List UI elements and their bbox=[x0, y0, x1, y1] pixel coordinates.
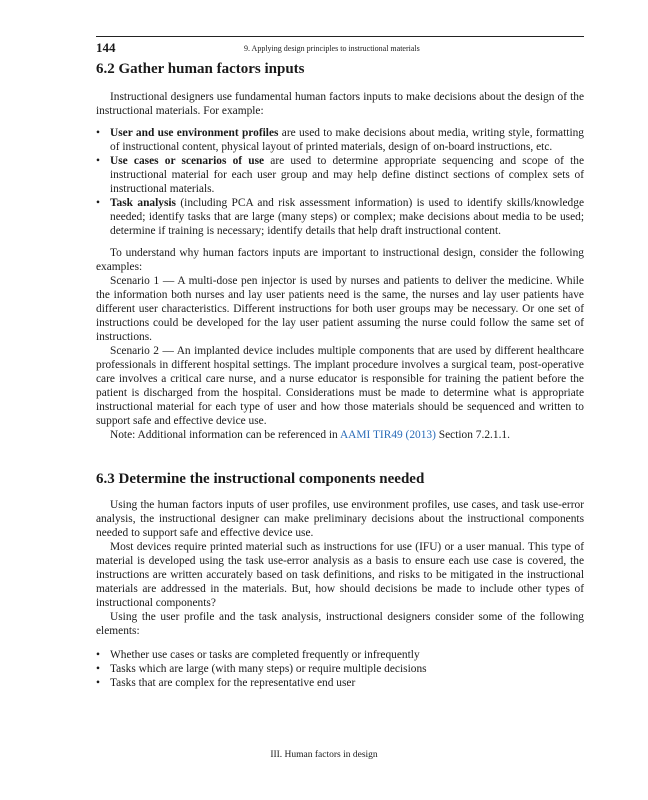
scenario-1-paragraph: Scenario 1 — A multi-dose pen injector is used by nurses and patients to deliver the medicine. While the information both nurses and lay user patients need is the same, the nurses and lay user patients have different user characteristics. Different instructions for both user groups may be necessary. Or one set of instructions could be developed for the lay user patient assuming the nurse could follow the same set of instructions. bbox=[96, 275, 584, 343]
bullet-term: Task analysis bbox=[110, 197, 176, 209]
inputs-bullet-list bbox=[96, 126, 584, 238]
intro-paragraph: Instructional designers use fundamental human factors inputs to make decisions about the design of the instructional materials. For example: bbox=[96, 91, 584, 117]
bullet-text: (including PCA and risk assessment information) is used to identify skills/knowledge needed; identify tasks that are large (many steps) or complex; make decisions about media to be used; determine if training is necessary; identify details that help draft instructional content. bbox=[110, 197, 585, 237]
bullet-term: User and use environment profiles bbox=[110, 127, 279, 139]
components-paragraph-2: Most devices require printed material such as instructions for use (IFU) or a user manual. This type of material is developed using the task use-error analysis as a basis to ensure each use case is covered, the instructions are written accurately based on task definitions, and risks to be mitigated in the instructional materials are addressed in the materials. But, how should decisions be made to include other types of instructional components? bbox=[96, 541, 584, 609]
bullet-icon: • bbox=[96, 127, 100, 139]
elements-bullet-list bbox=[96, 648, 584, 690]
page-number: 144 bbox=[96, 40, 116, 55]
page-footer: III. Human factors in design bbox=[270, 750, 378, 760]
bullet-icon: • bbox=[96, 649, 100, 661]
running-title: 9. Applying design principles to instructional materials bbox=[244, 44, 420, 53]
page-header bbox=[96, 36, 584, 57]
examples-paragraph: To understand why human factors inputs are important to instructional design, consider the following examples: bbox=[96, 247, 584, 273]
bullet-icon: • bbox=[96, 197, 100, 209]
bullet-icon: • bbox=[96, 155, 100, 167]
bullet-icon: • bbox=[96, 663, 100, 675]
section-heading-6-3: 6.3 Determine the instructional components needed bbox=[96, 471, 425, 487]
reference-link[interactable]: AAMI TIR49 (2013) bbox=[339, 429, 436, 441]
page-content bbox=[96, 60, 584, 690]
scenario-2-paragraph: Scenario 2 — An implanted device includes multiple components that are used by different healthcare professionals in different hospital settings. The implant procedure involves a surgical team, post-operative care involves a critical care nurse, and a nurse educator is responsible for training the patient before the patient is discharged from the hospital. Considerations must be made to determine what is appropriate instructional material for each type of user and how those materials should be sequenced and written to support safe and effective device use. bbox=[96, 345, 584, 427]
list-item bbox=[96, 648, 584, 662]
note-suffix: Section 7.2.1.1. bbox=[435, 429, 510, 441]
bullet-text: Tasks that are complex for the representative end user bbox=[110, 677, 356, 689]
bullet-term: Use cases or scenarios of use bbox=[110, 155, 265, 167]
components-paragraph-3: Using the user profile and the task analysis, instructional designers consider some of the following elements: bbox=[96, 611, 584, 637]
bullet-text: are used to make decisions about media, writing style, formatting of instructional content, physical layout of printed materials, design of on-board instructions, etc. bbox=[110, 127, 584, 153]
section-heading-6-2: 6.2 Gather human factors inputs bbox=[96, 61, 305, 77]
list-item bbox=[96, 196, 584, 238]
list-item bbox=[96, 662, 584, 676]
bullet-icon: • bbox=[96, 677, 100, 689]
list-item bbox=[96, 126, 584, 154]
bullet-text: Whether use cases or tasks are completed frequently or infrequently bbox=[110, 649, 420, 661]
list-item bbox=[96, 676, 584, 690]
note-prefix: Note: Additional information can be referenced in bbox=[110, 429, 340, 441]
components-paragraph-1: Using the human factors inputs of user profiles, use environment profiles, use cases, and task use-error analysis, the instructional designer can make preliminary decisions about the instructional components needed to support safe and effective device use. bbox=[96, 499, 584, 539]
list-item bbox=[96, 154, 584, 196]
bullet-text: Tasks which are large (with many steps) or require multiple decisions bbox=[110, 663, 427, 675]
note-paragraph bbox=[96, 428, 584, 442]
bullet-text: are used to determine appropriate sequencing and scope of the instructional material for each user group and may help define distinct sections of complex sets of instructional materials. bbox=[110, 155, 584, 195]
